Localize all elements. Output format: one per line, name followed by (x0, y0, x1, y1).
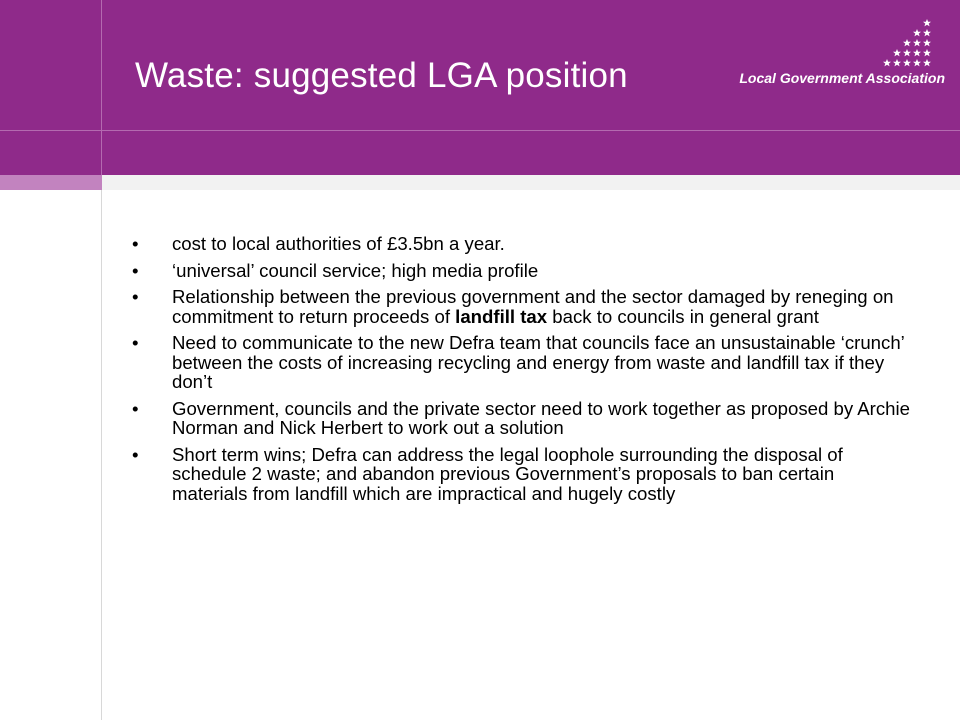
bullet-text: ‘universal’ council service; high media profile (172, 259, 539, 281)
bullet-text: Government, councils and the private sector need to work together as proposed by Archie Norman and Nick Herbert to work out a solution (172, 397, 910, 438)
bullet-text-after: back to councils in general grant (547, 305, 819, 327)
stars-logo-icon (867, 18, 937, 68)
bullet-list (132, 234, 912, 510)
bullet-text-before: Relationship between the previous government and the sector damaged by reneging on commitment to return proceeds of (172, 286, 894, 327)
bullet-text-bold: landfill tax (455, 305, 548, 327)
header-divider-vertical (101, 0, 102, 175)
accent-strip (0, 175, 102, 190)
bullet-marker: • (132, 233, 139, 254)
body-divider-vertical (101, 190, 102, 720)
list-item (132, 333, 912, 392)
bullet-marker: • (132, 286, 139, 307)
bullet-text: Short term wins; Defra can address the legal loophole surrounding the disposal of schedule 2 waste; and abandon previous Government’s proposals to ban certain materials from landfill which are impractical and hugely costly (172, 443, 843, 504)
list-item (132, 399, 912, 438)
header-divider-horizontal (0, 130, 960, 131)
bullet-text: cost to local authorities of £3.5bn a year. (172, 233, 505, 254)
list-item (132, 445, 912, 504)
list-item (132, 261, 912, 281)
list-item (132, 234, 912, 254)
bullet-text: Need to communicate to the new Defra team that councils face an unsustainable ‘crunch’ between the costs of increasing recycling and energy from waste and landfill tax if they don’t (172, 332, 905, 392)
list-item (132, 287, 912, 326)
lga-logo (730, 18, 945, 93)
bullet-text (172, 286, 894, 327)
header-bottom-strip (102, 175, 960, 190)
bullet-marker: • (132, 397, 139, 419)
bullet-marker: • (132, 259, 139, 281)
bullet-marker: • (132, 332, 139, 353)
bullet-marker: • (132, 443, 139, 465)
logo-text: Local Government Association (739, 70, 945, 86)
slide-title: Waste: suggested LGA position (135, 56, 628, 95)
